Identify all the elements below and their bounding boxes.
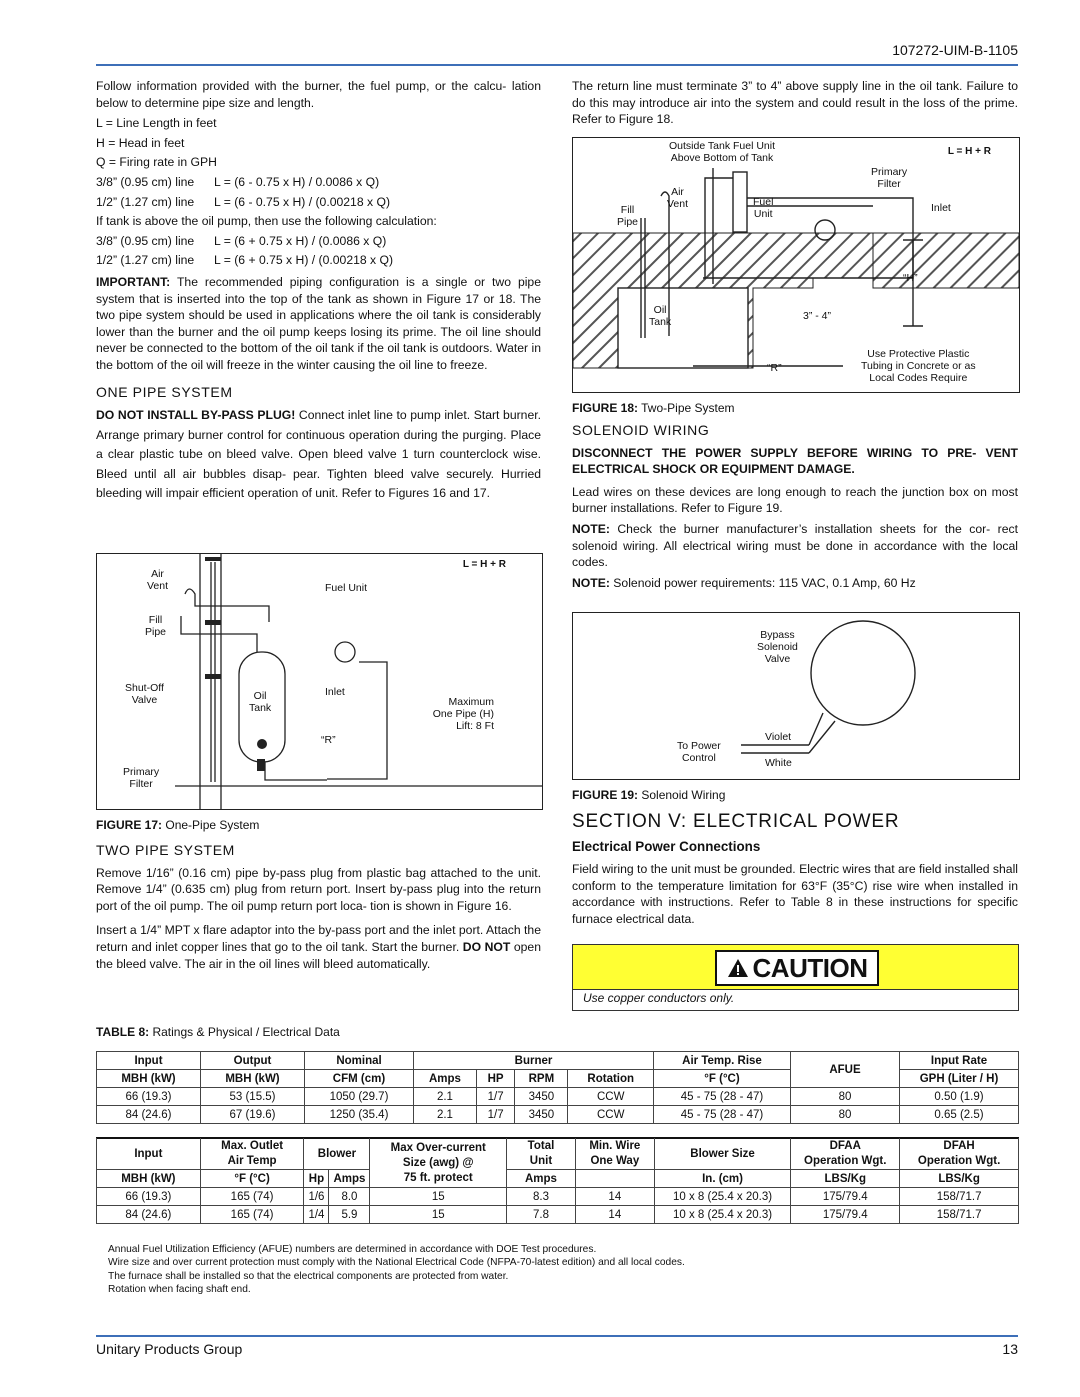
fig19-white: White [765,757,792,769]
warning-icon [727,958,749,978]
disconnect-text: DISCONNECT THE POWER SUPPLY BEFORE WIRING TO PRE- VENT ELECTRICAL SHOCK OR EQUIPMENT DAMAGE [572,445,1018,477]
caution-text: Use copper conductors only. [583,991,735,1005]
header-rule [96,64,1018,66]
footer-company: Unitary Products Group [96,1341,243,1357]
caution-box [572,944,1019,990]
cell: 53 (15.5) [201,1088,305,1106]
lead-text: Lead wires on these devices are long enough to reach the junction box on most burner installations. Refer to Figure 19. [572,484,1018,516]
table-8-caption [96,1025,340,1039]
fig18-caption-num: FIGURE 18: [572,401,639,415]
fig18-oil-tank: Oil Tank [649,304,672,328]
cell: 45 - 75 (28 - 47) [654,1106,791,1124]
th2-max-outlet: Max. Outlet Air Temp [200,1138,304,1170]
th-burner: Burner [414,1052,654,1070]
fig18-caption-text: Two-Pipe System [641,401,735,415]
fig17-caption-text: One-Pipe System [165,818,260,832]
th-amps: Amps [414,1070,477,1088]
formula-row [96,252,541,269]
figure-19-caption [572,788,725,802]
cell: 175/79.4 [791,1188,900,1206]
cell: 10 x 8 (25.4 x 20.3) [654,1206,791,1224]
cell: 66 (19.3) [97,1088,201,1106]
cell: 67 (19.6) [201,1106,305,1124]
table-notes [108,1243,1008,1296]
cell: 8.3 [507,1188,576,1206]
note1-text: Check the burner manufacturer’s installation sheets for the cor- rect solenoid wiring. All electrical wiring must be done in accordance with the local codes. [572,521,1018,570]
fig19-to-power: To Power Control [677,740,721,764]
cell: 7.8 [507,1206,576,1224]
cell: 84 (24.6) [97,1206,201,1224]
cell: 3450 [515,1106,568,1124]
important-label: IMPORTANT: [96,274,171,289]
cell: 14 [575,1188,654,1206]
formula-row [96,194,541,211]
fig18-primary-filter: Primary Filter [871,166,908,190]
th2-blower-size: Blower Size [654,1138,791,1170]
formula-row [96,174,541,191]
one-pipe-text [96,406,541,504]
two-pipe-do-not: DO NOT [462,939,511,954]
table-row [97,1188,1019,1206]
cell: CCW [568,1106,654,1124]
fig19-caption-num: FIGURE 19: [572,788,639,802]
formula-eq: L = (6 - 0.75 x H) / (0.00218 x Q) [214,194,391,209]
cell: 15 [370,1206,507,1224]
th2-blower: Blower [304,1138,370,1170]
fig17-primary-filter: Primary Filter [123,766,160,790]
fig19-bypass: Bypass Solenoid Valve [757,629,798,665]
above-text: If tank is above the oil pump, then use the following calculation: [96,214,437,229]
caution-text-box [572,988,1019,1011]
cell: 1050 (29.7) [305,1088,414,1106]
cell: 1/6 [304,1188,329,1206]
section-title: SECTION V: ELECTRICAL POWER [572,811,900,832]
doc-id: 107272-UIM-B-1105 [892,42,1018,58]
fig18-fuel-unit: Fuel Unit [753,196,774,220]
intro-text: Follow information provided with the burner, the fuel pump, or the calcu- lation below to determine pipe size and length. [96,79,541,110]
formula-size: 1/2” (1.27 cm) line [96,253,195,268]
section-v [572,806,1018,932]
th2-hp: Hp [304,1170,329,1188]
th-mbh: MBH (kW) [97,1070,201,1088]
cell: 14 [575,1206,654,1224]
fig18-h: “H” [903,272,918,284]
one-pipe-warning: DO NOT INSTALL BY-PASS PLUG! [96,408,296,423]
cell: 158/71.7 [900,1188,1019,1206]
cell: 10 x 8 (25.4 x 20.3) [654,1188,791,1206]
cell: 2.1 [414,1106,477,1124]
cell: 0.50 (1.9) [900,1088,1019,1106]
figure-17-box [96,553,543,810]
fig18-fill-pipe: Fill Pipe [617,204,639,228]
th-hp: HP [476,1070,514,1088]
solenoid-heading: SOLENOID WIRING [572,422,710,438]
th2-input: Input [97,1138,201,1170]
cell: CCW [568,1088,654,1106]
fig18-formula: L = H + R [947,146,991,157]
page-number: 13 [1002,1341,1018,1357]
footer-rule [96,1335,1018,1337]
th-air-temp: Air Temp. Rise [654,1052,791,1070]
caution-label [715,950,879,986]
cell: 2.1 [414,1088,477,1106]
note-water: The furnace shall be installed so that the electrical components are protected from water. [108,1270,509,1282]
figure-17-caption [96,818,259,832]
epc-heading: Electrical Power Connections [572,838,761,854]
cell: 84 (24.6) [97,1106,201,1124]
th2-mbh: MBH (kW) [97,1170,201,1188]
formula-eq: L = (6 + 0.75 x H) / (0.00218 x Q) [214,253,394,268]
cell: 165 (74) [200,1188,304,1206]
fig17-maximum: Maximum One Pipe (H) Lift: 8 Ft [432,696,494,732]
fig17-r: “R” [321,734,336,746]
note1 [572,521,1018,571]
formula-eq: L = (6 + 0.75 x H) / (0.0086 x Q) [214,233,387,248]
fig17-inlet: Inlet [325,686,345,698]
cell: 80 [791,1088,900,1106]
table8-caption-num: TABLE 8: [96,1025,150,1039]
table-electrical [96,1137,1019,1224]
left-column [96,78,541,508]
cell: 1250 (35.4) [305,1106,414,1124]
two-pipe-section [96,838,541,976]
two-pipe-p1: Remove 1/16” (0.16 cm) pipe by-pass plug from plastic bag attached to the unit. Remove 1/4” (0.635 cm) plug from return port. Insert by-pass plug into the return port of the oil pump. The oil pump return port loca- tion is shown in Figure 16. [96,865,541,913]
th2-wire-blank [575,1170,654,1188]
def-q: Q = Firing rate in GPH [96,155,217,170]
cell: 165 (74) [200,1206,304,1224]
note-wire: Wire size and over current protection must comply with the National Electrical Code (NFPA-70-latest edition) and all local codes. [108,1257,685,1269]
fig18-air-vent: Air Vent [667,186,689,210]
formula-size: 3/8” (0.95 cm) line [96,233,195,248]
cell: 158/71.7 [900,1206,1019,1224]
caution-word: CAUTION [752,952,868,983]
th-mbh-out: MBH (kW) [201,1070,305,1088]
fig19-violet: Violet [765,731,792,743]
two-pipe-p2 [96,922,541,972]
fig18-r: “R” [767,362,782,374]
cell: 0.65 (2.5) [900,1106,1019,1124]
note2 [572,575,1018,592]
epc-text: Field wiring to the unit must be grounded. Electric wires that are field installed shall conform to the temperature limitation for 63°F (35°C) rise wire when installed in accordance with instructions. Refer to Table 8 in these instructions for specific furnace electrical data. [572,862,1018,926]
fig17-caption-num: FIGURE 17: [96,818,163,832]
fig17-formula: L = H + R [462,559,506,570]
note-afue: Annual Fuel Utilization Efficiency (AFUE) numbers are determined in accordance with DOE Test procedures. [108,1244,597,1255]
two-pipe-p2b: open the bleed valve. The air in the oil lines will bleed automatically. [96,939,541,971]
th-rpm: RPM [515,1070,568,1088]
formula-eq: L = (6 - 0.75 x H) / 0.0086 x Q) [214,174,380,189]
cell: 175/79.4 [791,1206,900,1224]
fig17-shutoff: Shut-Off Valve [125,682,164,706]
note2-label: NOTE: [572,575,610,590]
formula-size: 3/8” (0.95 cm) line [96,174,195,189]
fig18-gap: 3” - 4” [803,310,832,322]
disconnect-warning: DISCONNECT THE POWER SUPPLY BEFORE WIRING TO PRE- VENT ELECTRICAL SHOCK OR EQUIPMENT DAMAGE. [572,445,1018,477]
one-pipe-body: Connect inlet line to pump inlet. Start burner. Arrange primary burner control for continuous operation during the purging. Place a clear plastic tube on bleed valve. Open bleed valve 1 turn counterclock wise. Bleed until all air bubbles disap- pear. Tighten bleed valve securely. Hurried bleeding will impair efficient operation of unit. Refer to Figures 16 and 17. [96,408,541,501]
th-input: Input [97,1052,201,1070]
important-paragraph [96,274,541,374]
def-l: L = Line Length in feet [96,116,217,131]
formula-size: 1/2” (1.27 cm) line [96,194,195,209]
fig17-air-vent: Air Vent [147,568,169,592]
note-rotation: Rotation when facing shaft end. [108,1283,251,1295]
fig17-fuel-unit: Fuel Unit [325,582,368,594]
cell: 1/4 [304,1206,329,1224]
th2-lbs2: LBS/Kg [900,1170,1019,1188]
table8-caption-text: Ratings & Physical / Electrical Data [152,1025,340,1039]
cell: 15 [370,1188,507,1206]
return-text: The return line must terminate 3” to 4” above supply line in the oil tank. Failure to do this may introduce air into the system and could result in the loss of the prime. Refer to Figure 18. [572,79,1018,127]
formula-row [96,233,541,250]
note2-text: Solenoid power requirements: 115 VAC, 0.1 Amp, 60 Hz [609,575,916,590]
th2-min-wire: Min. Wire One Way [575,1138,654,1170]
fig17-oil-tank: Oil Tank [249,690,272,714]
cell: 45 - 75 (28 - 47) [654,1088,791,1106]
fig17-fill-pipe: Fill Pipe [145,614,167,638]
cell: 1/7 [476,1088,514,1106]
th2-max-oc: Max Over-current Size (awg) @ 75 ft. protect [370,1138,507,1188]
cell: 80 [791,1106,900,1124]
th2-total-amps: Amps [507,1170,576,1188]
figure-19-box [572,612,1020,780]
figure-18-caption [572,401,735,415]
th2-in-cm: In. (cm) [654,1170,791,1188]
th2-dfah: DFAH Operation Wgt. [900,1138,1019,1170]
th-gph: GPH (Liter / H) [900,1070,1019,1088]
th-cfm: CFM (cm) [305,1070,414,1088]
th-rotation: Rotation [568,1070,654,1088]
figure-18-box [572,137,1020,393]
table-row [97,1106,1019,1124]
fig18-inlet: Inlet [931,202,951,214]
th-degf: °F (°C) [654,1070,791,1088]
def-h: H = Head in feet [96,135,185,150]
th2-total: Total Unit [507,1138,576,1170]
cell: 8.0 [329,1188,370,1206]
th-nominal: Nominal [305,1052,414,1070]
important-text: The recommended piping configuration is a single or two pipe system that is inserted into the top of the tank as shown in Figure 17 or 18. The two pipe system should be used in applications where the oil tank is considerably lower than the burner and the oil pump keeps losing its prime. The oil line should never be connected to the bottom of the oil tank if the oil tank is outdoors. Water in the bottom of the oil will freeze in the winter causing the oil line to freeze. [96,274,541,372]
th2-amps: Amps [329,1170,370,1188]
fig18-outside: Outside Tank Fuel Unit Above Bottom of Tank [669,140,776,164]
table-row [97,1088,1019,1106]
th2-degf: °F (°C) [200,1170,304,1188]
cell: 3450 [515,1088,568,1106]
cell: 1/7 [476,1106,514,1124]
fig18-protective: Use Protective Plastic Tubing in Concrete or as Local Codes Require [861,348,976,384]
two-pipe-p2a: Insert a 1/4” MPT x flare adaptor into the by-pass port and the inlet port. Attach the return and inlet copper lines that go to the oil tank. Start the burner. [96,923,541,954]
table-ratings [96,1051,1019,1124]
cell: 66 (19.3) [97,1188,201,1206]
th-afue: AFUE [791,1052,900,1088]
note1-label: NOTE: [572,521,610,536]
one-pipe-heading: ONE PIPE SYSTEM [96,383,233,400]
th2-lbs1: LBS/Kg [791,1170,900,1188]
cell: 5.9 [329,1206,370,1224]
table-row [97,1206,1019,1224]
th-output: Output [201,1052,305,1070]
fig19-caption-text: Solenoid Wiring [641,788,726,802]
two-pipe-heading: TWO PIPE SYSTEM [96,842,235,858]
solenoid-section [572,418,1018,595]
th2-dfaa: DFAA Operation Wgt. [791,1138,900,1170]
th-input-rate: Input Rate [900,1052,1019,1070]
